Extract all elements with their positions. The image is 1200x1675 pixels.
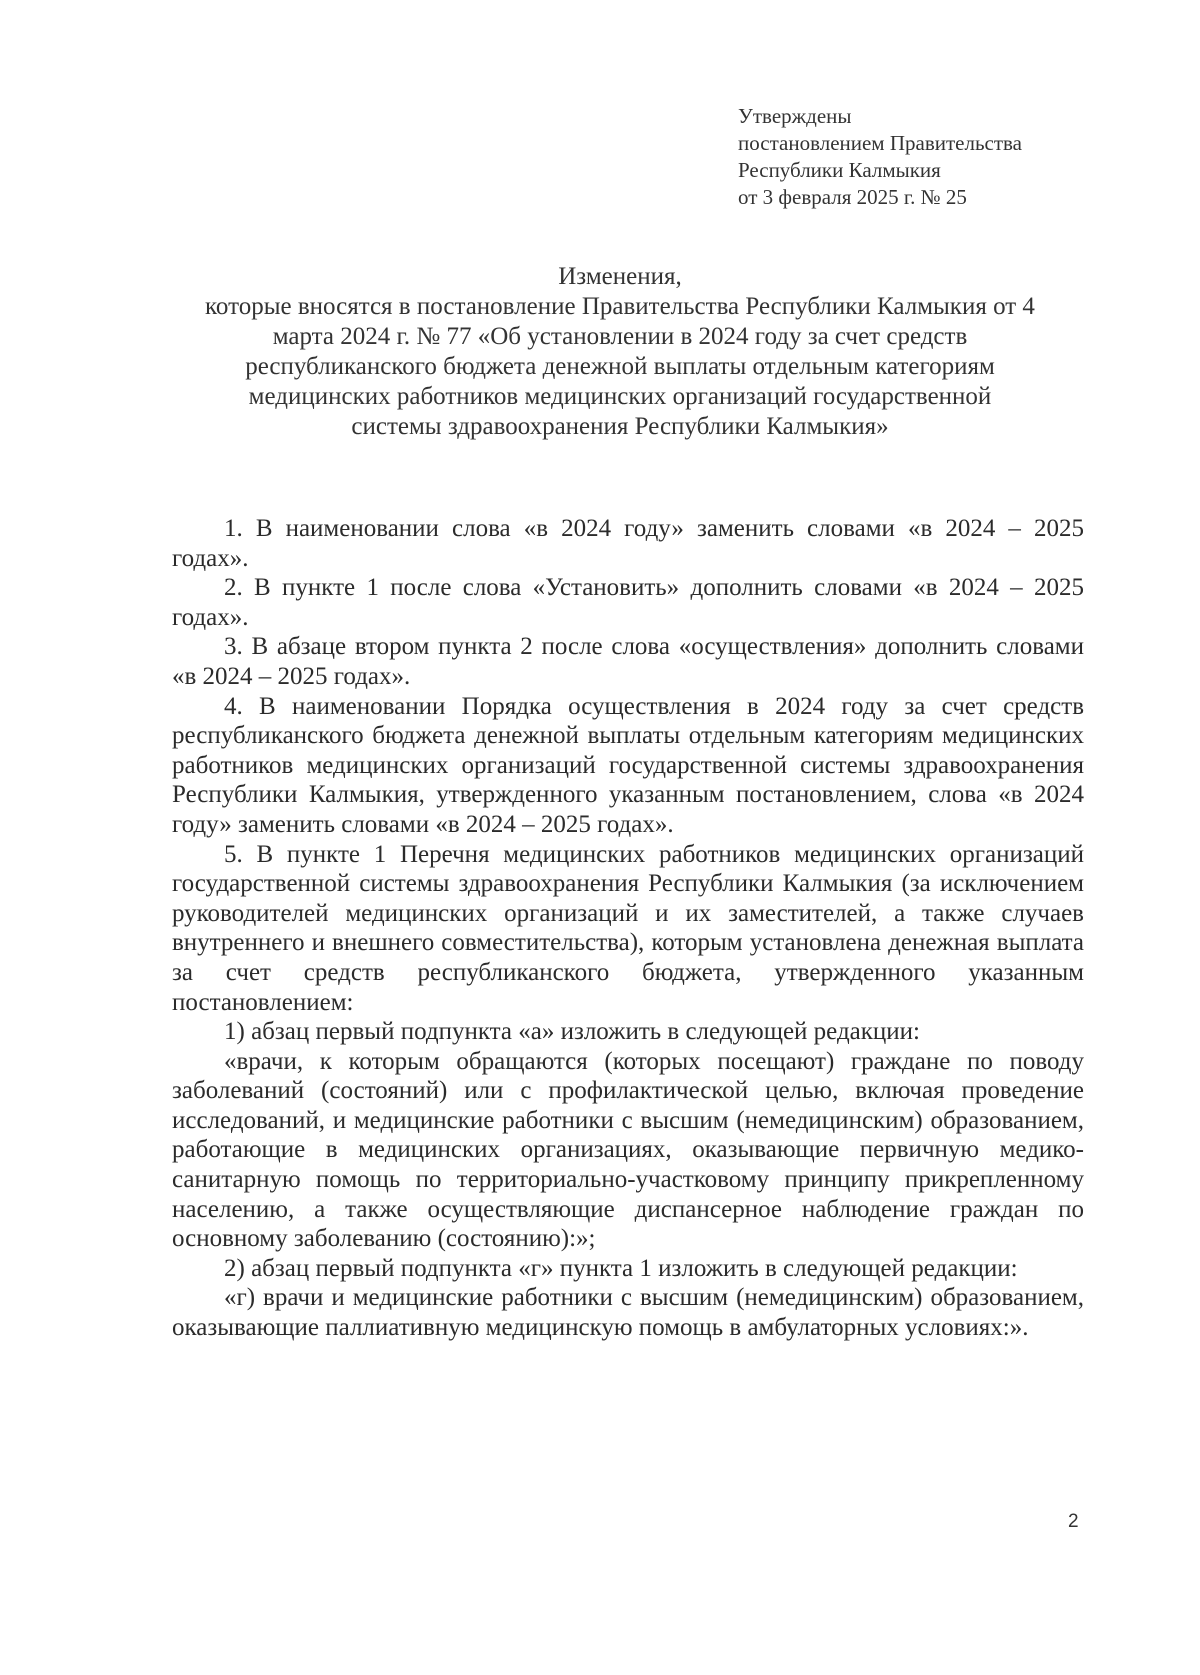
title-subtitle-line: республиканского бюджета денежной выплаты отдельным категориям xyxy=(245,353,995,380)
approval-line: постановлением Правительства xyxy=(738,131,1023,155)
subitem-2: 2) абзац первый подпункта «г» пункта 1 изложить в следующей редакции: xyxy=(224,1254,1018,1282)
amendment-paragraph-4: 4. В наименовании Порядка осуществления в 2024 году за счет средств республиканского бюджета денежной выплаты отдельным категориям медицинских работников медицинских организаций государственной системы здравоохранения Республики Калмыкия, утвержденного указанным постановлением, слова «в 2024 году» заменить словами «в 2024 – 2025 годах». xyxy=(172,692,1084,838)
document-title xyxy=(150,262,1090,442)
amendment-paragraph-1: 1. В наименовании слова «в 2024 году» заменить словами «в 2024 – 2025 годах». xyxy=(172,515,1084,572)
title-heading: Изменения, xyxy=(558,263,682,290)
approval-stamp-block xyxy=(738,103,1022,211)
title-subtitle-line: марта 2024 г. № 77 «Об установлении в 2024 году за счет средств xyxy=(272,323,968,350)
subitem-1: 1) абзац первый подпункта «а» изложить в следующей редакции: xyxy=(224,1018,920,1046)
subitem-1-quote: «врачи, к которым обращаются (которых посещают) граждане по поводу заболеваний (состояний) или с профилактической целью, включая проведение исследований, и медицинские работники с высшим (немедицинским) образованием, работающие в медицинских организациях, оказывающие первичную медико-санитарную помощь по территориально-участковому принципу прикрепленному населению, а также осуществляющие диспансерное наблюдение граждан по основному заболеванию (состоянию):»; xyxy=(172,1047,1084,1253)
amendment-paragraph-3: 3. В абзаце втором пункта 2 после слова «осуществления» дополнить словами «в 2024 – 2025 годах». xyxy=(172,633,1084,690)
page-number: 2 xyxy=(1068,1511,1079,1532)
approval-line: Республики Калмыкия xyxy=(738,158,941,182)
title-subtitle-line: системы здравоохранения Республики Калмыкия» xyxy=(351,413,889,440)
subitem-2-quote: «г) врачи и медицинские работники с высшим (немедицинским) образованием, оказывающие паллиативную медицинскую помощь в амбулаторных условиях:». xyxy=(172,1284,1084,1342)
document-body xyxy=(172,514,1084,1343)
approval-line: Утверждены xyxy=(738,104,852,128)
amendment-paragraph-5: 5. В пункте 1 Перечня медицинских работников медицинских организаций государственной системы здравоохранения Республики Калмыкия (за исключением руководителей медицинских организаций и их заместителей, а также случаев внутреннего и внешнего совместительства), которым установлена денежная выплата за счет средств республиканского бюджета, утвержденного указанным постановлением: xyxy=(172,840,1084,1016)
title-subtitle-line: которые вносятся в постановление Правительства Республики Калмыкия от 4 xyxy=(205,293,1035,320)
title-subtitle-line: медицинских работников медицинских организаций государственной xyxy=(248,383,992,410)
approval-line: от 3 февраля 2025 г. № 25 xyxy=(738,185,967,209)
amendment-paragraph-2: 2. В пункте 1 после слова «Установить» дополнить словами «в 2024 – 2025 годах». xyxy=(172,574,1084,631)
